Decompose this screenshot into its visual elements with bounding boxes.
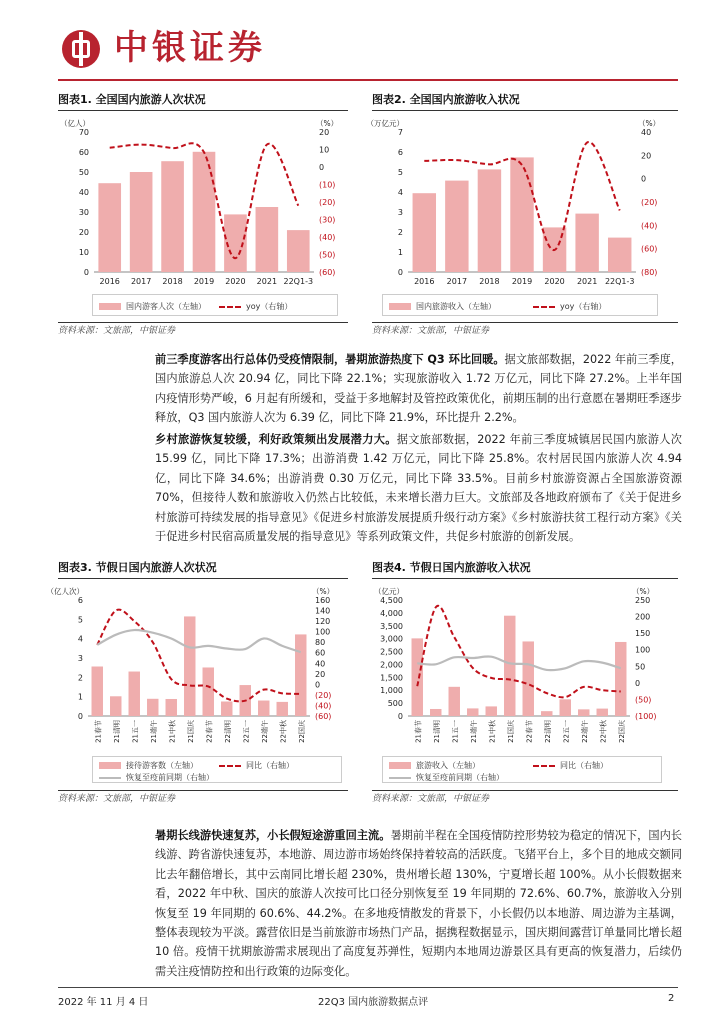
fig3-bottom-rule (58, 790, 348, 791)
left-tick-label: 0 (77, 712, 83, 721)
left-tick-label: 500 (387, 699, 403, 709)
fig4-legend-recovery: 恢复至疫前同期（右轴） (389, 772, 504, 783)
recovery-line (417, 656, 621, 670)
fig3-legend-bar: 接待游客数（左轴） (99, 760, 198, 771)
bar (615, 642, 626, 716)
category-label: 2017 (130, 277, 152, 286)
paragraph-summer-recovery-lead: 暑期长线游快速复苏，小长假短途游重回主流。 (155, 829, 391, 842)
right-tick-label: (60) (319, 268, 336, 277)
category-label: 22中秋 (599, 720, 608, 743)
fig1-source: 资料来源：文旅部，中银证券 (58, 326, 176, 336)
right-tick-label: (50) (635, 695, 652, 705)
right-tick-label: 10 (319, 145, 330, 155)
right-tick-label: 0 (635, 678, 641, 688)
category-label: 21中秋 (168, 720, 177, 743)
left-tick-label: 5 (77, 615, 83, 625)
bar (193, 152, 216, 272)
footer-date: 2022 年 11 月 4 日 (58, 997, 149, 1008)
bar (413, 193, 436, 272)
bar (430, 709, 441, 716)
page-header (0, 0, 725, 80)
bar (560, 699, 571, 716)
fig1-legend-bar: 国内游客人次（左轴） (99, 301, 206, 312)
bar (110, 696, 121, 716)
fig2-chart (366, 114, 678, 292)
left-tick-label: 4,000 (380, 608, 403, 618)
paragraph-summer-recovery (155, 826, 682, 981)
left-tick-label: 0 (397, 712, 403, 721)
bar (184, 616, 195, 716)
left-tick-label: 60 (78, 148, 89, 157)
fig3-chart (46, 582, 348, 754)
category-label: 21五一 (451, 720, 460, 743)
right-tick-label: 120 (315, 617, 331, 627)
fig3-title: 图表3. 节假日国内旅游人次状况 (58, 561, 217, 574)
bar (147, 699, 158, 716)
left-axis-unit: （亿人） (60, 119, 90, 128)
category-label: 2019 (511, 277, 533, 286)
left-tick-label: 4 (77, 634, 83, 644)
bar (277, 702, 288, 716)
bar (504, 616, 515, 716)
bar (578, 709, 589, 716)
right-axis-unit: （%） (638, 119, 661, 128)
left-tick-label: 5 (397, 168, 403, 177)
fig4-legend-bar: 旅游收入（左轴） (389, 760, 480, 771)
bar (129, 672, 140, 716)
left-tick-label: 50 (78, 168, 89, 177)
bar (161, 161, 184, 272)
right-tick-label: (60) (641, 244, 658, 254)
bar (510, 157, 533, 272)
left-tick-label: 2,500 (380, 647, 403, 657)
category-label: 2021 (256, 277, 278, 286)
category-label: 22五一 (242, 720, 251, 743)
category-label: 21端午 (149, 720, 158, 743)
bar (221, 702, 232, 717)
category-label: 2020 (225, 277, 246, 286)
bar (92, 667, 103, 716)
bar (608, 238, 631, 272)
left-tick-label: 30 (78, 208, 89, 217)
category-label: 2020 (544, 277, 565, 286)
right-tick-label: (60) (315, 712, 332, 721)
fig4-legend-yoy: 同比（右轴） (533, 760, 608, 771)
category-label: 22春节 (525, 720, 534, 743)
left-tick-label: 2 (397, 228, 403, 237)
paragraph-q3-overview-body: 据文旅部数据，2022 年前三季度，国内旅游总人次 20.94 亿，同比下降 22.1%；实现旅游收入 1.72 万亿元，同比下降 27.2%。上半年国内疫情形势严峻，6 月起有所缓和，受益于多地解封及管控政策优化，前期压制的出行意愿在暑期旺季逐步释放，Q3 国内旅游人次为 6.39 亿，同比下降 21.9%，环比提升 2.2%。 (155, 353, 682, 425)
category-label: 21中秋 (488, 720, 497, 743)
category-label: 2017 (446, 277, 468, 286)
bar (486, 706, 497, 716)
left-tick-label: 0 (83, 268, 89, 277)
bar (130, 172, 153, 272)
bar (256, 207, 279, 272)
paragraph-rural-tourism-lead: 乡村旅游恢复较缓，利好政策频出发展潜力大。 (155, 433, 397, 446)
fig1-legend-yoy: yoy（右轴） (219, 301, 292, 312)
fig3-source: 资料来源：文旅部，中银证券 (58, 794, 176, 804)
category-label: 21国庆 (186, 720, 195, 743)
fig3-legend-recovery: 恢复至疫前同期（右轴） (99, 772, 214, 783)
fig2-bottom-rule (372, 322, 678, 323)
bar (258, 701, 269, 716)
paragraph-q3-overview (155, 350, 682, 428)
footer-page-number: 2 (668, 993, 675, 1004)
yoy-line (417, 606, 621, 698)
category-label: 21清明 (112, 720, 121, 743)
right-tick-label: 160 (315, 596, 331, 605)
fig4-rule (372, 578, 678, 579)
right-tick-label: 0 (641, 174, 647, 184)
right-tick-label: 250 (635, 596, 651, 605)
right-axis-unit: （%） (632, 587, 655, 596)
category-label: 2016 (414, 277, 435, 286)
bar (295, 634, 306, 716)
footer-rule (58, 987, 678, 988)
right-tick-label: (40) (319, 233, 336, 242)
fig1-rule (58, 110, 348, 111)
bar (203, 667, 214, 716)
right-tick-label: 80 (315, 638, 326, 648)
right-tick-label: 0 (315, 680, 321, 690)
category-label: 22春节 (205, 720, 214, 743)
left-tick-label: 20 (78, 228, 89, 237)
paragraph-rural-tourism (155, 430, 682, 546)
fig4-legend (382, 756, 662, 783)
header-rule (58, 79, 678, 81)
right-tick-label: 0 (319, 163, 325, 172)
left-tick-label: 4,500 (380, 596, 403, 605)
fig2-source: 资料来源：文旅部，中银证券 (372, 326, 490, 336)
right-axis-unit: （%） (312, 587, 335, 596)
category-label: 2018 (162, 277, 183, 286)
recovery-line (97, 630, 301, 652)
left-axis-unit: （万亿元） (366, 119, 404, 128)
category-label: 22端午 (260, 720, 269, 743)
left-tick-label: 6 (397, 148, 403, 157)
right-tick-label: (30) (319, 215, 336, 225)
category-label: 2021 (576, 277, 598, 286)
left-tick-label: 2 (77, 673, 83, 683)
right-tick-label: (20) (319, 198, 336, 207)
paragraph-q3-overview-lead: 前三季度游客出行总体仍受疫情限制，暑期旅游热度下 Q3 环比回暖。 (155, 353, 505, 366)
fig2-legend (382, 294, 658, 316)
right-tick-label: (100) (635, 712, 657, 721)
left-tick-label: 3 (397, 208, 403, 217)
category-label: 21春节 (94, 720, 103, 743)
right-tick-label: (50) (319, 250, 336, 260)
fig3-legend-yoy: 同比（右轴） (219, 760, 294, 771)
right-tick-label: 50 (635, 662, 646, 672)
left-tick-label: 1,500 (380, 673, 403, 683)
fig3-rule (58, 578, 348, 579)
category-label: 22Q1-3 (604, 277, 635, 286)
category-label: 22Q1-3 (283, 277, 314, 286)
category-label: 22清明 (223, 720, 232, 743)
right-tick-label: 40 (315, 659, 326, 669)
right-tick-label: 40 (641, 128, 652, 137)
right-tick-label: 100 (315, 627, 331, 637)
left-tick-label: 4 (397, 188, 403, 197)
bar (287, 230, 310, 272)
category-label: 2019 (193, 277, 215, 286)
category-label: 21国庆 (506, 720, 515, 743)
category-label: 22国庆 (617, 720, 626, 743)
left-tick-label: 3,500 (380, 621, 403, 631)
bar (445, 181, 468, 272)
paragraph-rural-tourism-body: 据文旅部数据，2022 年前三季度城镇居民国内旅游人次 15.99 亿，同比下降 17.3%；出游消费 1.42 万亿元，同比下降 25.8%。农村居民国内旅游人次 4.94 亿，同比下降 34.6%；出游消费 0.30 万亿元，同比下降 33.5%。目前乡村旅游资源占全国旅游资源 70%，但接待人数和旅游收入仍然占比较低，未来增长潜力巨大。文旅部及各地政府颁布了《关于促进乡村旅游可持续发展的指导意见》《促进乡村旅游发展提质升级行动方案》《乡村旅游扶贫工程行动方案》《关于促进乡村民宿高质量发展的指导意见》等系列政策文件，共促乡村旅游的创新发展。 (155, 433, 682, 544)
right-tick-label: 140 (315, 606, 331, 616)
category-label: 21春节 (414, 720, 423, 743)
category-label: 2018 (479, 277, 500, 286)
left-tick-label: 3,000 (380, 634, 403, 644)
right-tick-label: (20) (641, 198, 658, 207)
category-label: 2016 (99, 277, 120, 286)
category-label: 22国庆 (297, 720, 306, 743)
left-tick-label: 6 (77, 596, 83, 605)
bar (478, 169, 501, 272)
left-tick-label: 1,000 (380, 686, 403, 696)
fig4-bottom-rule (372, 790, 678, 791)
left-tick-label: 1 (77, 692, 83, 702)
yoy-line (97, 610, 301, 702)
left-axis-unit: （亿元） (374, 587, 404, 596)
category-label: 22清明 (543, 720, 552, 743)
fig4-title: 图表4. 节假日国内旅游收入状况 (372, 561, 531, 574)
bar (166, 699, 177, 716)
right-tick-label: (80) (641, 268, 658, 277)
category-label: 22端午 (580, 720, 589, 743)
right-tick-label: 20 (319, 128, 330, 137)
bar (523, 641, 534, 716)
bar (467, 708, 478, 716)
left-tick-label: 70 (78, 128, 89, 137)
right-tick-label: 20 (315, 669, 326, 679)
boc-logo-icon (62, 30, 100, 68)
fig2-legend-yoy: yoy（右轴） (533, 301, 606, 312)
left-axis-unit: （亿人次） (46, 587, 84, 596)
right-tick-label: 100 (635, 645, 651, 655)
fig2-title: 图表2. 全国国内旅游收入状况 (372, 93, 520, 106)
left-tick-label: 10 (78, 248, 89, 257)
right-axis-unit: （%） (316, 119, 339, 128)
right-tick-label: (40) (315, 701, 332, 711)
right-tick-label: 200 (635, 612, 651, 622)
left-tick-label: 40 (78, 188, 89, 197)
right-tick-label: (10) (319, 180, 336, 190)
left-tick-label: 7 (397, 128, 403, 137)
left-tick-label: 3 (77, 654, 83, 663)
right-tick-label: 150 (635, 629, 651, 639)
right-tick-label: (20) (315, 690, 332, 700)
right-tick-label: 20 (641, 151, 652, 161)
bar (597, 709, 608, 716)
category-label: 22五一 (562, 720, 571, 743)
fig3-legend (92, 756, 342, 783)
brand-name: 中银证券 (114, 28, 266, 68)
left-tick-label: 0 (397, 268, 403, 277)
right-tick-label: 60 (315, 648, 326, 658)
bar (575, 214, 598, 272)
category-label: 21清明 (432, 720, 441, 743)
fig1-title: 图表1. 全国国内旅游人次状况 (58, 93, 206, 106)
paragraph-summer-recovery-body: 暑期前半程在全国疫情防控形势较为稳定的情况下，国内长线游、跨省游快速复苏，本地游、周边游市场始终保持着较高的活跃度。飞猪平台上，多个目的地成交额同比去年翻倍增长，其中云南同比增长超 230%，贵州增长超 130%，宁夏增长超 100%。从小长假数据来看，2022 年中秋、国庆的旅游人次按可比口径分别恢复至 19 年同期的 72.6%、60.7%，旅游收入分别恢复至 19 年同期的 60.6%、44.2%。在多地疫情散发的背景下，小长假仍以本地游、周边游为主基调，整体表现较为平淡。露营依旧是当前旅游市场热门产品，据携程数据显示，国庆期间露营订单量同比增长超 10 倍。疫情干扰期旅游需求展现出了高度复苏弹性，短期内本地周边游景区具有更高的恢复潜力，后续仍需关注疫情防控和出行政策的边际变化。 (155, 829, 682, 978)
fig1-chart (58, 114, 348, 292)
fig1-legend (92, 294, 338, 316)
fig2-rule (372, 110, 678, 111)
footer-title: 22Q3 国内旅游数据点评 (318, 997, 429, 1008)
category-label: 21五一 (131, 720, 140, 743)
bar (98, 183, 121, 272)
right-tick-label: (40) (641, 221, 658, 231)
fig4-chart (372, 582, 678, 754)
left-tick-label: 1 (397, 248, 403, 257)
left-tick-label: 2,000 (380, 660, 403, 670)
fig4-source: 资料来源：文旅部，中银证券 (372, 794, 490, 804)
bar (449, 687, 460, 716)
bar (412, 638, 423, 716)
category-label: 21端午 (469, 720, 478, 743)
fig1-bottom-rule (58, 322, 348, 323)
fig2-legend-bar: 国内旅游收入（左轴） (389, 301, 496, 312)
category-label: 22中秋 (279, 720, 288, 743)
bar (541, 711, 552, 716)
